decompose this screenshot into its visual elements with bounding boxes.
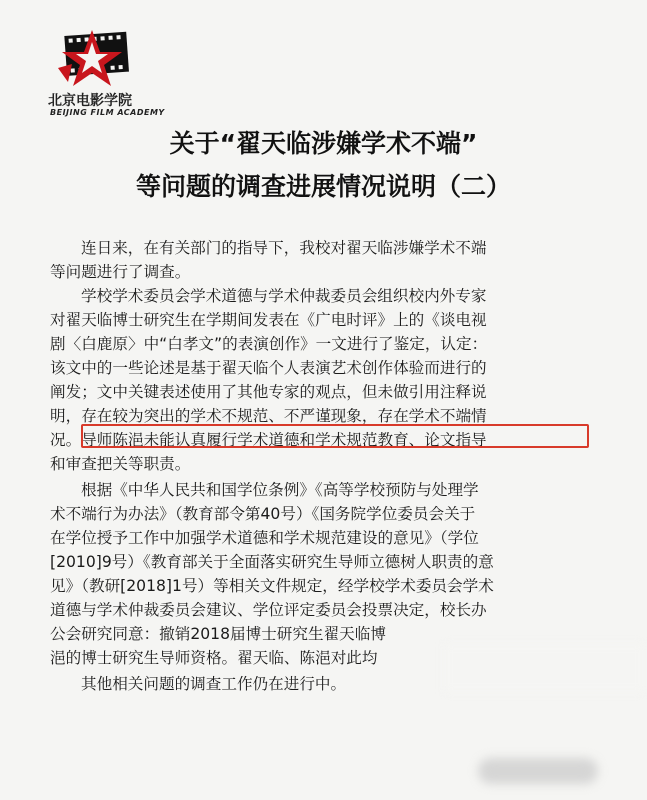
body-line: 况。导师陈浥未能认真履行学术道德和学术规范教育、论文指导 [50, 431, 487, 449]
document-title-line-1: 关于“翟天临涉嫌学术不端” [169, 129, 478, 158]
body-line: 其他相关问题的调查工作仍在进行中。 [81, 675, 347, 693]
body-line: 明，存在较为突出的学术不规范、不严谨现象，存在学术不端情 [50, 407, 487, 425]
red-highlight-box [81, 424, 589, 448]
body-line: 见》（教研[2018]1号）等相关文件规定，经学校学术委员会学术 [50, 577, 494, 595]
body-line: 和审查把关等职责。 [50, 455, 191, 473]
body-line: 该文中的一些论述是基于翟天临个人表演艺术创作体验而进行的 [50, 359, 487, 377]
logo-chinese-name: 北京电影学院 [48, 93, 132, 109]
logo-english-name: BEIJING FILM ACADEMY [50, 108, 165, 117]
body-line: 剧〈白鹿原〉中“白孝文”的表演创作》一文进行了鉴定，认定： [50, 335, 488, 353]
body-line: 在学位授予工作中加强学术道德和学术规范建设的意见》（学位 [50, 529, 479, 547]
film-star-logo-icon [52, 28, 136, 90]
body-line: 等问题进行了调查。 [50, 263, 191, 281]
body-line: 对翟天临博士研究生在学期间发表在《广电时评》上的《谈电视 [50, 311, 487, 329]
body-line: 连日来，在有关部门的指导下，我校对翟天临涉嫌学术不端 [81, 239, 487, 257]
body-line: [2010]9号）《教育部关于全面落实研究生导师立德树人职责的意 [50, 553, 494, 571]
obscured-area [444, 644, 644, 692]
school-logo [48, 28, 165, 118]
body-line: 术不端行为办法》（教育部令第40号）《国务院学位委员会关于 [50, 505, 476, 523]
body-line: 公会研究同意：撤销2018届博士研究生翟天临博 [50, 625, 386, 643]
body-line: 学校学术委员会学术道德与学术仲裁委员会组织校内外专家 [81, 287, 487, 305]
document-title-line-2: 等问题的调查进展情况说明（二） [135, 172, 511, 201]
watermark-blur [478, 758, 598, 784]
body-line: 浥的博士研究生导师资格。翟天临、陈浥对此均 [50, 649, 378, 667]
body-line: 根据《中华人民共和国学位条例》《高等学校预防与处理学 [81, 481, 479, 499]
body-line: 道德与学术仲裁委员会建议、学位评定委员会投票决定，校长办 [50, 601, 487, 619]
body-line: 阐发；文中关键表述使用了其他专家的观点，但未做引用注释说 [50, 383, 487, 401]
